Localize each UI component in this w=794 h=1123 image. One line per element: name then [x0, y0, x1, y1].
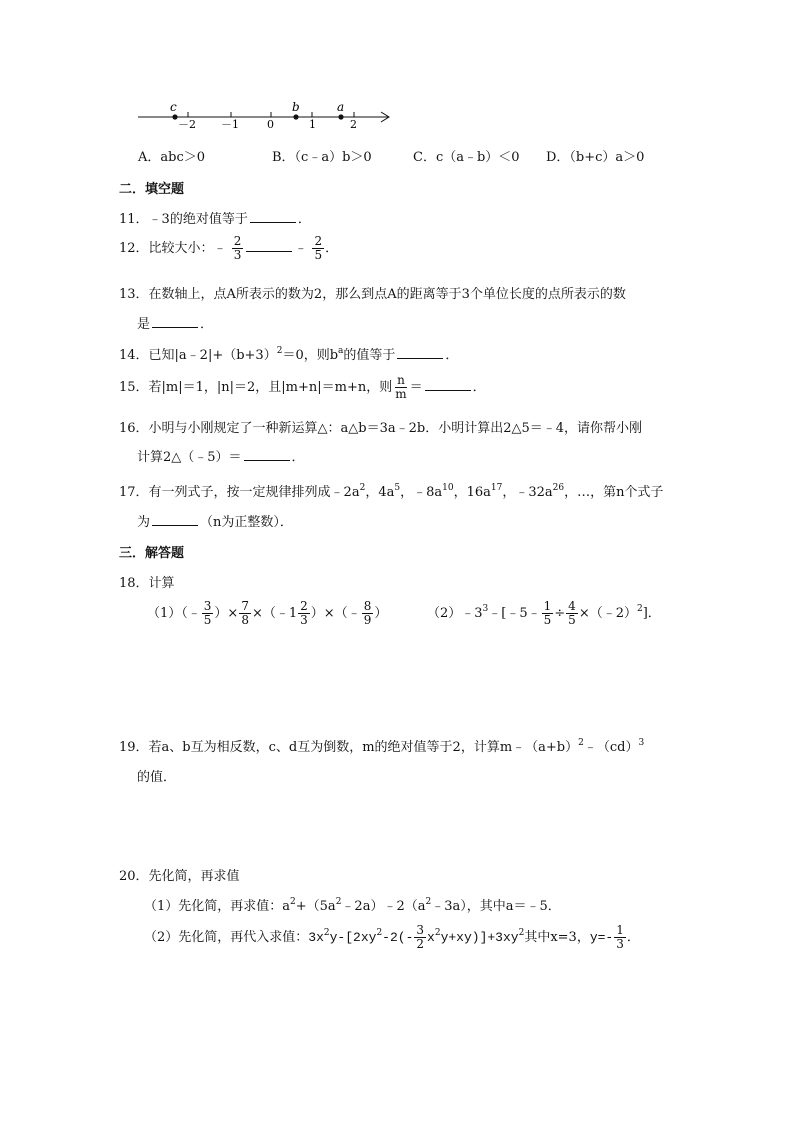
question-19-line1: 19．若a、b互为相反数，c、d互为倒数，m的绝对值等于2，计算$m﹣(a+b)^2﹣(cd)^3$: [119, 738, 645, 755]
question-19-line2: 的值．: [137, 770, 177, 785]
option-d: D．（b+c）a＞0: [546, 150, 645, 165]
q13-text: 是: [137, 317, 151, 332]
tick-label-0: 0: [267, 118, 274, 131]
section-solve-heading: 三．解答题: [119, 546, 185, 561]
option-b: B．（c﹣a）b＞0: [272, 150, 372, 165]
q12-fraction-1: $\frac{2}{3}$: [233, 234, 242, 262]
question-16-line2: 计算2△（﹣5）＝ ．: [137, 450, 305, 465]
q12-label: 12．比较大小：﹣: [119, 241, 227, 256]
section-fill-blank-heading: 二．填空题: [119, 182, 185, 197]
answer-blank: [246, 239, 292, 252]
question-20-part1: （1）先化简，再求值：$a^2+(5a^2﹣2a)﹣2(a^2﹣3a)$，其中a＝﹣5．: [144, 897, 561, 914]
point-label-b: b: [292, 100, 300, 114]
tick-label-neg1: －1: [221, 118, 239, 131]
tick-label-neg2: －2: [178, 118, 196, 131]
question-20-title: 20．先化简，再求值: [119, 869, 240, 884]
q12-mid: ﹣: [294, 241, 308, 256]
question-13-line1: 13．在数轴上，点A所表示的数为2，那么到点A的距离等于3个单位长度的点所表示的数: [119, 287, 626, 302]
answer-blank: [152, 513, 198, 526]
question-17-line2: 为 （n为正整数）．: [137, 515, 293, 530]
question-16-line1: 16．小明与小刚规定了一种新运算△：a△b＝3a﹣2b．小明计算出2△5＝﹣4，请你帮小刚: [119, 421, 643, 436]
option-a: A．abc＞0: [138, 150, 206, 165]
question-20-part2: （2）先化简，再代入求值：$3x^2y-[2xy^2-2(-$ $\frac{3}{2}$ $x^2y+xy)]+3xy^2$其中x=3，y=- $\frac{1}{3}$ ．: [144, 923, 640, 951]
number-line-figure: [130, 96, 400, 132]
answer-blank: [425, 378, 471, 391]
q12-end: ．: [325, 241, 339, 256]
question-11: [119, 208, 311, 227]
tick-label-2: 2: [350, 118, 357, 131]
answer-blank: [152, 315, 198, 328]
answer-blank: [244, 448, 290, 461]
point-b: [293, 114, 298, 119]
point-a: [338, 114, 343, 119]
q11-end: ．: [297, 212, 311, 227]
question-18-part1: （1）（﹣ $\frac{3}{5}$ ）× $\frac{7}{8}$ ×（﹣1 $\frac{2}{3}$ ）×（﹣ $\frac{8}{9}$ ）: [147, 599, 388, 627]
point-label-c: c: [170, 100, 177, 114]
question-12: [119, 235, 338, 262]
q13-end: ．: [200, 317, 214, 332]
question-17-line1: 17．有一列式子，按一定规律排列成$﹣2a^2$，$4a^5$，$﹣8a^{10}$，$16a^{17}$，$﹣32a^{26}$，…，第n个式子: [119, 483, 664, 500]
q11-text: 11．﹣3的绝对值等于: [119, 212, 248, 227]
question-13-line2: [137, 313, 213, 332]
answer-blank: [250, 210, 296, 223]
point-label-a: a: [337, 100, 345, 114]
answer-blank: [397, 346, 443, 359]
question-18-part2: $(2)﹣3^3﹣[﹣5﹣$ $\frac{1}{5}$ ÷ $\frac{4}{5}$ ×（﹣2）$^2$]．: [427, 599, 661, 627]
point-c: [172, 114, 177, 119]
tick-label-1: 1: [309, 118, 316, 131]
question-18-title: 18．计算: [119, 576, 175, 591]
question-15: 15．若|m|＝1，|n|＝2，且|m+n|＝m+n，则 $\frac{n}{m}$ ＝ ．: [119, 373, 486, 401]
q12-fraction-2: $\frac{2}{5}$: [314, 234, 323, 262]
question-14: 14．已知$|a﹣2|+(b+3)^2=0$，则$b^a$的值等于 ．: [119, 346, 459, 363]
q15-fraction: $\frac{n}{m}$: [395, 373, 407, 401]
option-c: C．c（a﹣b）＜0: [413, 150, 520, 165]
